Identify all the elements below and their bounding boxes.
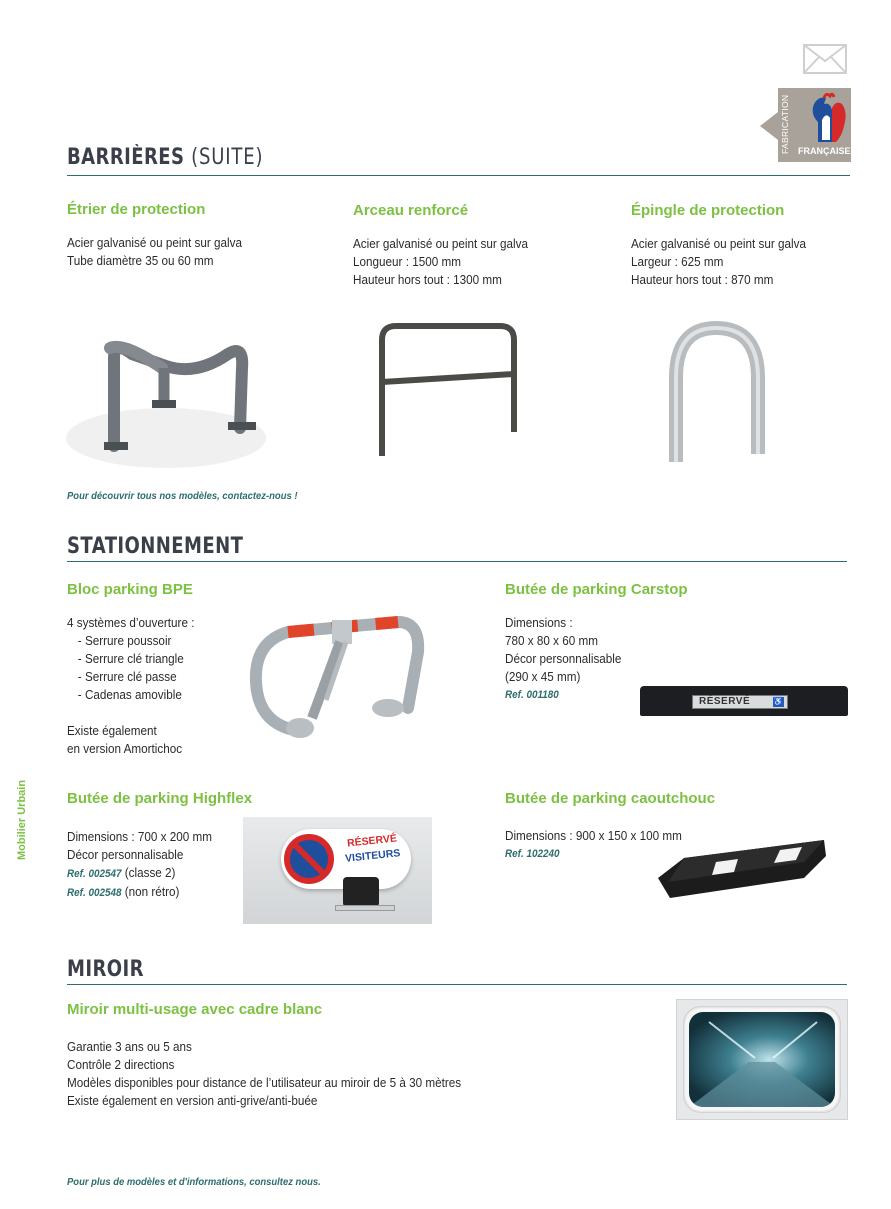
- badge-line1: FABRICATION: [780, 94, 790, 154]
- product-title-highflex: Butée de parking Highflex: [67, 790, 253, 807]
- badge-arrow: [760, 112, 778, 140]
- product-desc-highflex: Dimensions : 700 x 200 mm Décor personnalisable Ref. 002547 (classe 2) Ref. 002548 (non rétro): [67, 829, 213, 899]
- ref-caoutchouc: Ref. 102240: [505, 848, 560, 860]
- bpe-image: [248, 612, 426, 746]
- caoutchouc-image: [654, 828, 830, 904]
- highflex-sign-line2: VISITEURS: [344, 847, 401, 865]
- product-desc-bpe: 4 systèmes d’ouverture : - Serrure poussoir - Serrure clé triangle - Serrure clé passe - Cadenas amovible Existe également en version Amortichoc: [67, 615, 195, 756]
- product-desc-miroir: Garantie 3 ans ou 5 ans Contrôle 2 directions Modèles disponibles pour distance de l’utilisateur au miroir de 5 à 30 mètres Existe également en version anti-grive/anti-buée: [67, 1039, 462, 1108]
- product-title-carstop: Butée de parking Carstop: [505, 581, 688, 598]
- section-rule-miroir: [67, 984, 847, 985]
- miroir-image: [676, 999, 848, 1120]
- highflex-sign-line1: RÉSERVÉ: [346, 832, 398, 850]
- highflex-plate: [335, 905, 395, 911]
- product-title-bpe: Bloc parking BPE: [67, 581, 193, 598]
- mail-icon[interactable]: [803, 44, 847, 74]
- product-desc-arceau: Acier galvanisé ou peint sur galva Longueur : 1500 mm Hauteur hors tout : 1300 mm: [353, 236, 528, 287]
- miroir-glass: [689, 1012, 835, 1107]
- product-desc-caoutchouc: Dimensions : 900 x 150 x 100 mm Ref. 102240: [505, 827, 682, 863]
- section-rule-barrieres: [67, 175, 850, 176]
- product-desc-carstop: Dimensions : 780 x 80 x 60 mm Décor personnalisable (290 x 45 mm) Ref. 001180: [505, 614, 621, 704]
- tunnel-view: [689, 1012, 835, 1107]
- product-title-miroir: Miroir multi-usage avec cadre blanc: [67, 1001, 323, 1018]
- arceau-image: [376, 320, 522, 460]
- footer-note: Pour plus de modèles et d'informations, consultez nous.: [67, 1176, 321, 1188]
- wheelchair-icon: ♿: [773, 697, 784, 706]
- highflex-base: [343, 877, 379, 907]
- product-title-arceau: Arceau renforcé: [353, 202, 469, 219]
- badge-line2: FRANÇAISE: [798, 146, 851, 156]
- side-label: Mobilier Urbain: [16, 779, 28, 860]
- product-desc-epingle: Acier galvanisé ou peint sur galva Largeur : 625 mm Hauteur hors tout : 870 mm: [631, 236, 806, 287]
- miroir-frame: [683, 1006, 841, 1113]
- etrier-image: [66, 320, 266, 470]
- product-desc-etrier: Acier galvanisé ou peint sur galva Tube diamètre 35 ou 60 mm: [67, 235, 242, 268]
- section-title-stationnement: STATIONNEMENT: [67, 534, 244, 559]
- product-title-etrier: Étrier de protection: [67, 201, 206, 218]
- fabrication-francaise-badge: [778, 88, 851, 162]
- rooster-icon: [800, 92, 850, 144]
- section-title-barrieres: BARRIÈRES (SUITE): [67, 145, 264, 170]
- barrieres-contact-note: Pour découvrir tous nos modèles, contactez-nous !: [67, 490, 298, 502]
- product-title-epingle: Épingle de protection: [631, 202, 785, 219]
- section-title-miroir: MIROIR: [67, 957, 144, 982]
- highflex-image: [243, 817, 432, 924]
- ref-carstop: Ref. 001180: [505, 689, 559, 701]
- product-title-caoutchouc: Butée de parking caoutchouc: [505, 790, 716, 807]
- epingle-image: [660, 318, 780, 468]
- carstop-sign: RÉSERVÉ ♿: [692, 695, 788, 709]
- no-parking-icon: [283, 833, 335, 885]
- carstop-image: [640, 686, 848, 716]
- section-rule-stationnement: [67, 561, 847, 562]
